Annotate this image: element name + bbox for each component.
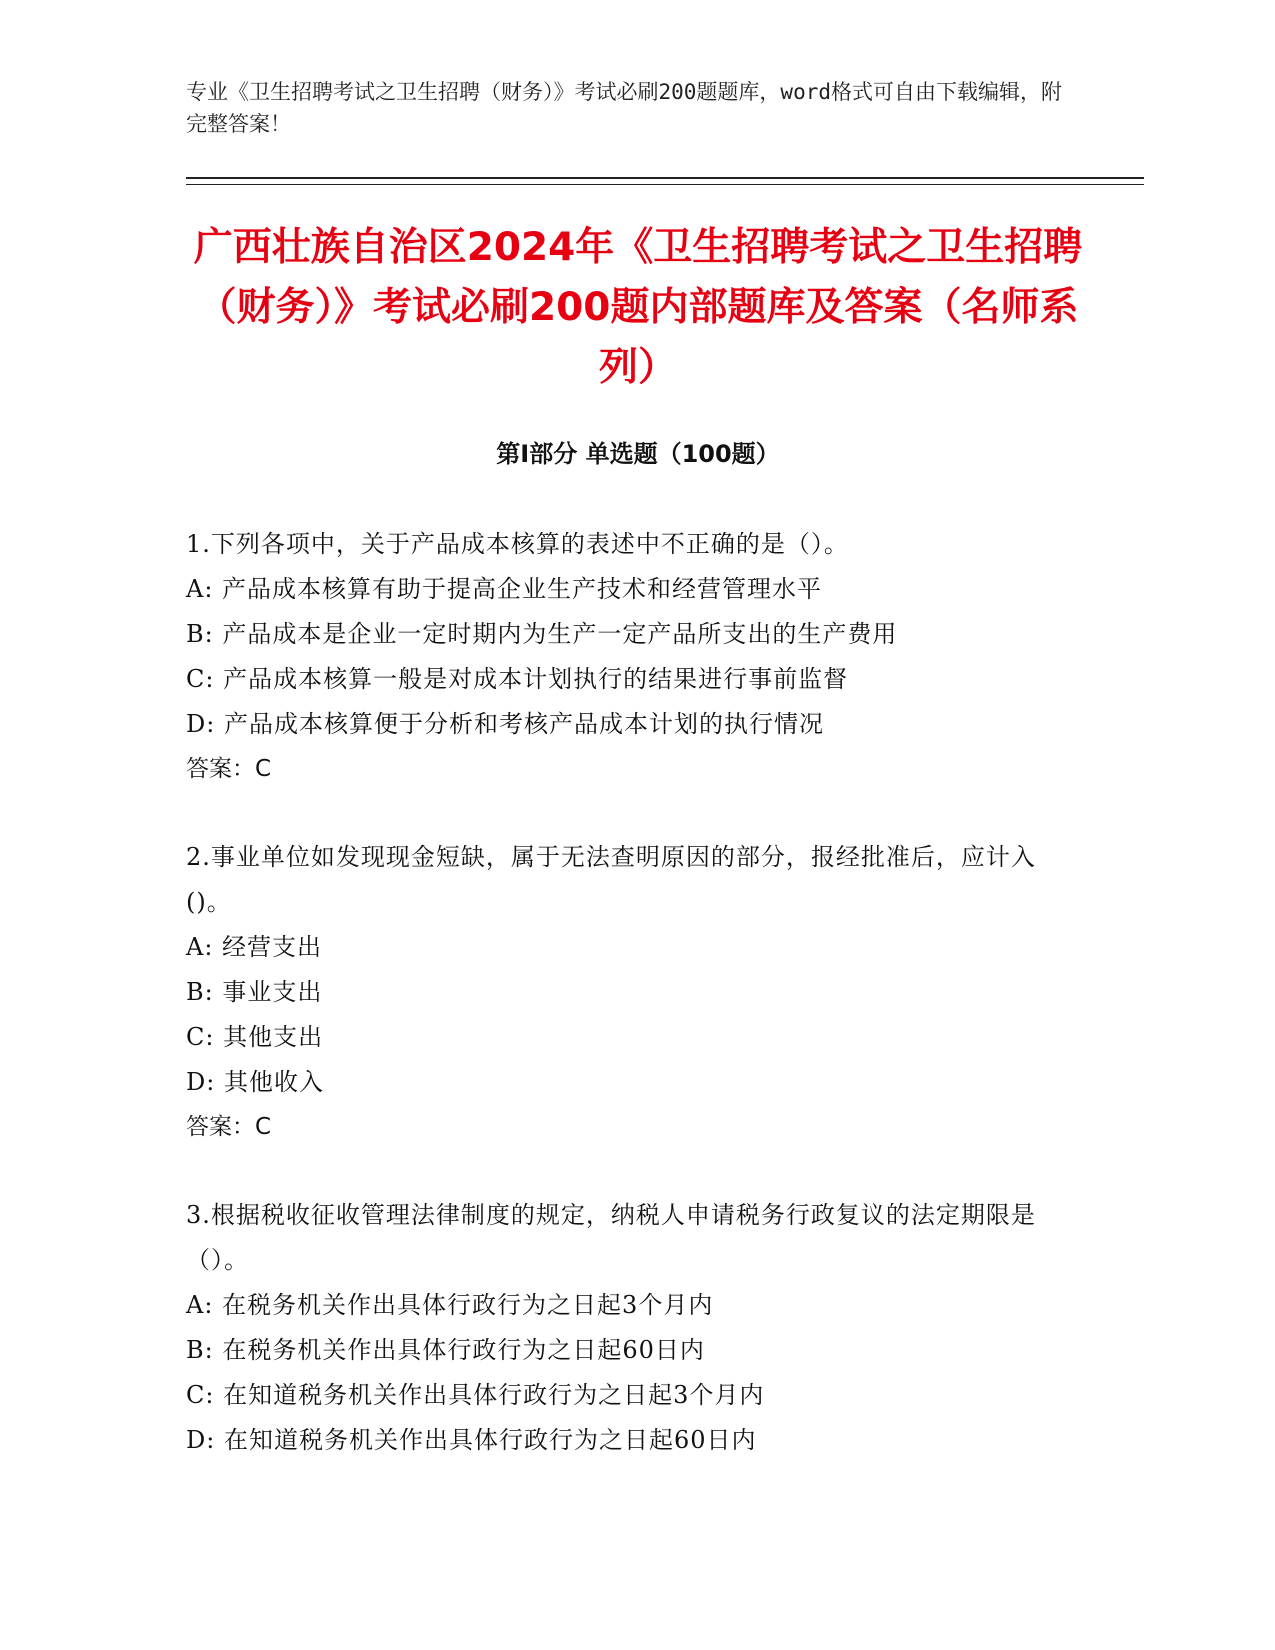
question-stem: 1.下列各项中，关于产品成本核算的表述中不正确的是（）。 (186, 530, 849, 558)
option-a: A: 产品成本核算有助于提高企业生产技术和经营管理水平 (186, 575, 823, 603)
header-divider-thin (186, 184, 1144, 185)
question-list (186, 522, 1066, 1506)
question-2 (186, 835, 1066, 1150)
document-title: 广西壮族自治区2024年《卫生招聘考试之卫生招聘（财务）》考试必刷200题内部题库及答案（名师系列） (193, 225, 1083, 390)
option-d: D: 其他收入 (186, 1068, 324, 1096)
option-c: C: 产品成本核算一般是对成本计划执行的结果进行事前监督 (186, 665, 849, 693)
option-d: D: 在知道税务机关作出具体行政行为之日起60日内 (186, 1426, 757, 1454)
answer: 答案：C (186, 756, 272, 782)
option-a: A: 在税务机关作出具体行政行为之日起3个月内 (186, 1291, 714, 1319)
question-3 (186, 1193, 1066, 1463)
option-d: D: 产品成本核算便于分析和考核产品成本计划的执行情况 (186, 710, 824, 738)
header-divider-thick (186, 177, 1144, 179)
option-a: A: 经营支出 (186, 933, 323, 961)
option-b: B: 产品成本是企业一定时期内为生产一定产品所支出的生产费用 (186, 620, 898, 648)
header-note: 专业《卫生招聘考试之卫生招聘（财务）》考试必刷200题题库，word格式可自由下载编辑，附完整答案！ (186, 80, 1062, 136)
option-c: C: 其他支出 (186, 1023, 324, 1051)
question-1 (186, 522, 1066, 792)
question-stem: 3.根据税收征收管理法律制度的规定，纳税人申请税务行政复议的法定期限是（）。 (186, 1201, 1036, 1274)
option-c: C: 在知道税务机关作出具体行政行为之日起3个月内 (186, 1381, 765, 1409)
option-b: B: 在税务机关作出具体行政行为之日起60日内 (186, 1336, 705, 1364)
question-stem: 2.事业单位如发现现金短缺，属于无法查明原因的部分，报经批准后，应计入()。 (186, 843, 1036, 916)
option-b: B: 事业支出 (186, 978, 323, 1006)
answer: 答案：C (186, 1114, 272, 1140)
section-heading: 第Ⅰ部分 单选题（100题） (496, 440, 780, 468)
